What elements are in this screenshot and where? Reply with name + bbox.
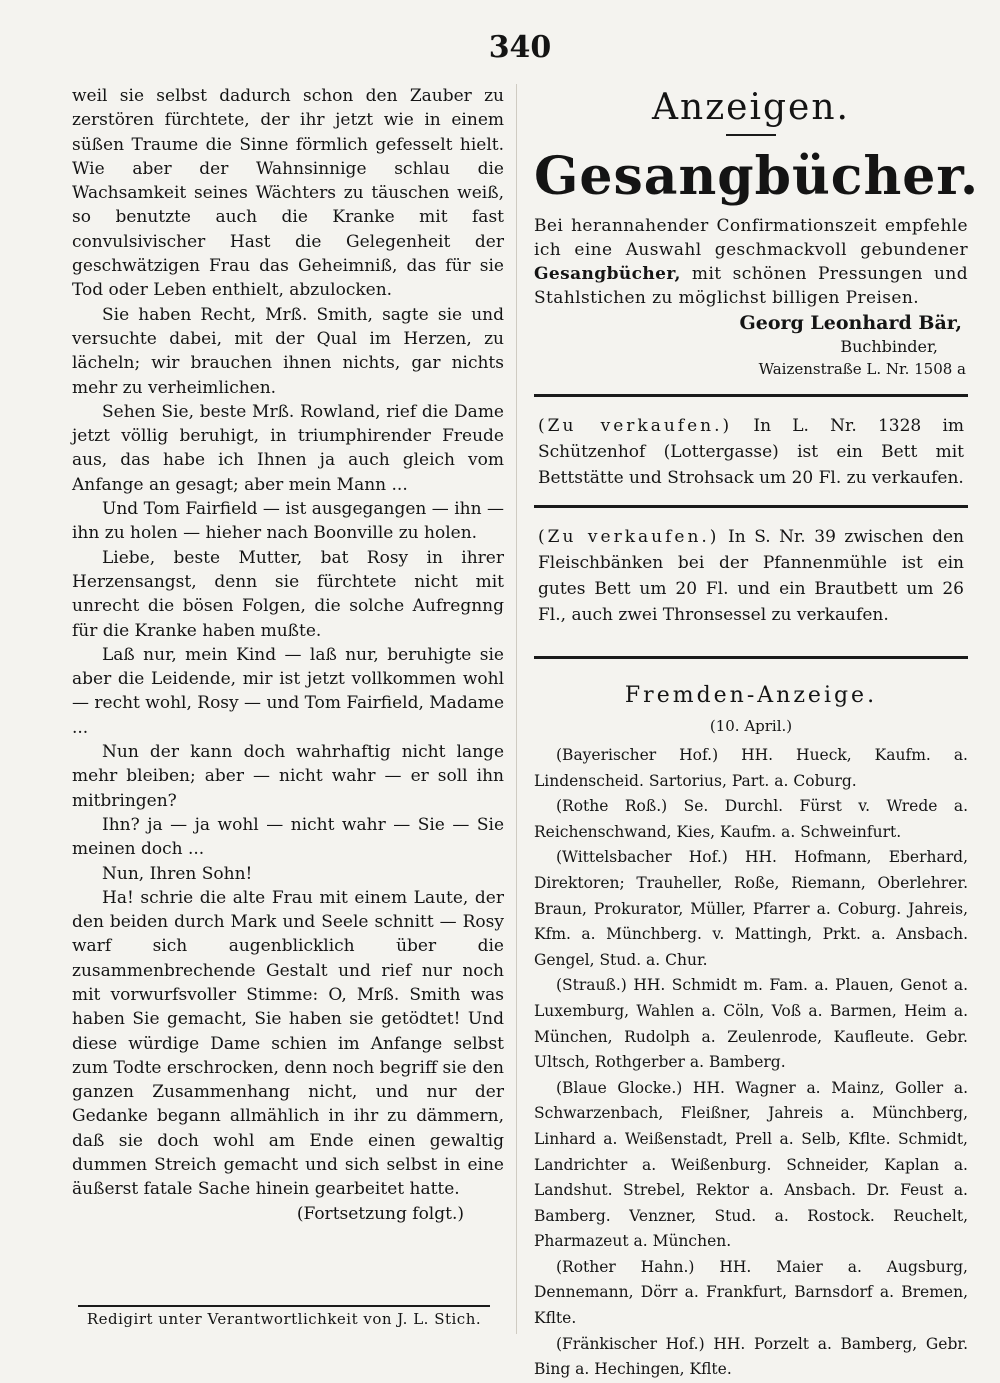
story-paragraph: Sehen Sie, beste Mrß. Rowland, rief die Dame jetzt völlig beruhigt, in triumphirender Freude aus, das habe ich Ihnen ja auch gleich vom Anfange an gesagt; aber mein Mann ...: [72, 401, 504, 495]
ad-text-bold: Gesangbücher,: [534, 264, 681, 284]
ads-heading: Anzeigen.: [652, 87, 850, 128]
arrivals-list: [534, 743, 968, 1383]
arrival-entry: (Rother Hahn.) HH. Maier a. Augsburg, Dennemann, Dörr a. Frankfurt, Barnsdorf a. Bremen, Kflte.: [534, 1257, 968, 1328]
heading-divider: [726, 134, 776, 136]
story-paragraph: Nun, Ihren Sohn!: [102, 863, 253, 884]
arrival-entry: (Strauß.) HH. Schmidt m. Fam. a. Plauen, Genot a. Luxemburg, Wahlen a. Cöln, Voß a. Barmen, Heim a. München, Rudolph a. Zeulenrode, Kaufleute. Gebr. Ultsch, Rothgerber a. Bamberg.: [534, 976, 968, 1072]
column-divider: [516, 84, 517, 1334]
sale-label: (Zu verkaufen.): [538, 416, 733, 436]
arrival-entry: (Blaue Glocke.) HH. Wagner a. Mainz, Goller a. Schwarzenbach, Fleißner, Jahreis a. Münchberg, Linhard a. Weißenstadt, Prell a. Selb, Kflte. Schmidt, Landrichter a. Weißenburg. Schneider, Kaplan a. Landshut. Strebel, Rektor a. Ansbach. Dr. Feust a. Bamberg. Venzner, Stud. a. Rostock. Reuchelt, Pharmazeut a. München.: [534, 1078, 968, 1251]
story-paragraph: Ihn? ja — ja wohl — nicht wahr — Sie — Sie meinen doch ...: [72, 814, 504, 860]
sale-notice: [534, 524, 968, 628]
footer-divider: [78, 1305, 490, 1307]
story-paragraph: Ha! schrie die alte Frau mit einem Laute, der den beiden durch Mark und Seele schnitt — Rosy warf sich augenblicklich über die zusammenbrechende Gestalt und rief nur noch mit vorwurfsvoller Stimme: O, Mrß. Smith was haben Sie gemacht, Sie haben sie getödtet! Und diese würdige Dame schien im Anfange selbst zum Todte erschrocken, denn noch begriff sie den ganzen Zusammenhang nicht, und nur der Gedanke begann allmählich in ihr zu dämmern, daß sie doch wohl am Ende einen gewaltig dummen Streich gemacht und sich selbst in eine äußerst fatale Sache hinein gearbeitet hatte.: [72, 887, 504, 1200]
sale-label: (Zu verkaufen.): [538, 527, 720, 547]
sale-notice: [534, 413, 968, 491]
ad-text-start: Bei herannahender Confirmationszeit empfehle ich eine Auswahl geschmackvoll gebundener: [534, 216, 968, 260]
arrival-entry: (Bayerischer Hof.) HH. Hueck, Kaufm. a. Lindenscheid. Sartorius, Part. a. Coburg.: [534, 746, 968, 790]
arrivals-date: (10. April.): [709, 717, 793, 735]
arrival-entry: (Fränkischer Hof.) HH. Porzelt a. Bamberg, Gebr. Bing a. Hechingen, Kflte.: [534, 1334, 968, 1379]
story-paragraph: Sie haben Recht, Mrß. Smith, sagte sie und versuchte dabei, mit der Qual im Herzen, zu lächeln; wir brauchen ihnen nichts, gar nichts mehr zu verheimlichen.: [72, 304, 504, 398]
ad-signature-name: Georg Leonhard Bär,: [739, 312, 962, 334]
ad-title: Gesangbücher.: [534, 146, 980, 207]
story-paragraph: weil sie selbst dadurch schon den Zauber zu zerstören fürchtete, der ihr jetzt wie in einem süßen Traume die Sinne förmlich gefesselt hielt. Wie aber der Wahnsinnige schlau die Wachsamkeit seines Wächters zu täuschen weiß, so benutzte auch die Kranke mit fast convulsivischer Hast die Gelegenheit der geschwätzigen Frau das Geheimniß, das für sie Tod oder Leben enthielt, abzulocken.: [72, 86, 504, 301]
sale-text: In L. Nr. 1328 im Schützenhof (Lottergasse) ist ein Bett mit Bettstätte und Strohsack um 20 Fl. zu verkaufen.: [538, 416, 965, 488]
story-paragraph: Und Tom Fairfield — ist ausgegangen — ihn — ihn zu holen — hieher nach Boonville zu holen.: [72, 499, 504, 544]
ad-text-end: mit schönen Pressungen und Stahlstichen zu möglichst billigen Preisen.: [534, 264, 968, 308]
arrival-entry: (Rothe Roß.) Se. Durchl. Fürst v. Wrede a. Reichenschwand, Kies, Kaufm. a. Schweinfurt.: [534, 797, 968, 841]
sale-text: In S. Nr. 39 zwischen den Fleischbänken bei der Pfannenmühle ist ein gutes Bett um 20 Fl. und ein Brautbett um 26 Fl., auch zwei Thronsessel zu verkaufen.: [538, 527, 964, 625]
ads-column: [534, 84, 980, 1383]
story-paragraph: Nun der kann doch wahrhaftig nicht lange mehr bleiben; aber — nicht wahr — er soll ihn mitbringen?: [72, 742, 504, 811]
section-divider: [534, 505, 968, 508]
arrivals-title: Fremden-Anzeige.: [624, 683, 878, 708]
page-number: 340: [488, 30, 552, 65]
story-paragraph: Liebe, beste Mutter, bat Rosy in ihrer Herzensangst, denn sie fürchtete nicht mit unrecht die bösen Folgen, die solche Aufregnng für die Kranke haben mußte.: [72, 547, 504, 641]
continuation-note: (Fortsetzung folgt.): [296, 1203, 464, 1224]
section-divider: [534, 394, 968, 397]
story-paragraph: Laß nur, mein Kind — laß nur, beruhigte sie aber die Leidende, mir ist jetzt vollkommen wohl — recht wohl, Rosy — und Tom Fairfield, Madame ...: [72, 644, 505, 738]
section-divider: [534, 656, 968, 659]
ad-signature-address: Waizenstraße L. Nr. 1508 a: [758, 360, 966, 378]
ad-signature-trade: Buchbinder,: [840, 337, 938, 356]
editor-note: Redigirt unter Verantwortlichkeit von J. L. Stich.: [86, 1310, 482, 1328]
ad-text: [534, 214, 968, 310]
story-column: [72, 84, 504, 1226]
arrival-entry: (Wittelsbacher Hof.) HH. Hofmann, Eberhard, Direktoren; Trauheller, Roße, Riemann, Oberlehrer. Braun, Prokurator, Müller, Pfarrer a. Coburg. Jahreis, Kfm. a. Münchberg. v. Mattingh, Prkt. a. Ansbach. Gengel, Stud. a. Chur.: [534, 848, 968, 969]
